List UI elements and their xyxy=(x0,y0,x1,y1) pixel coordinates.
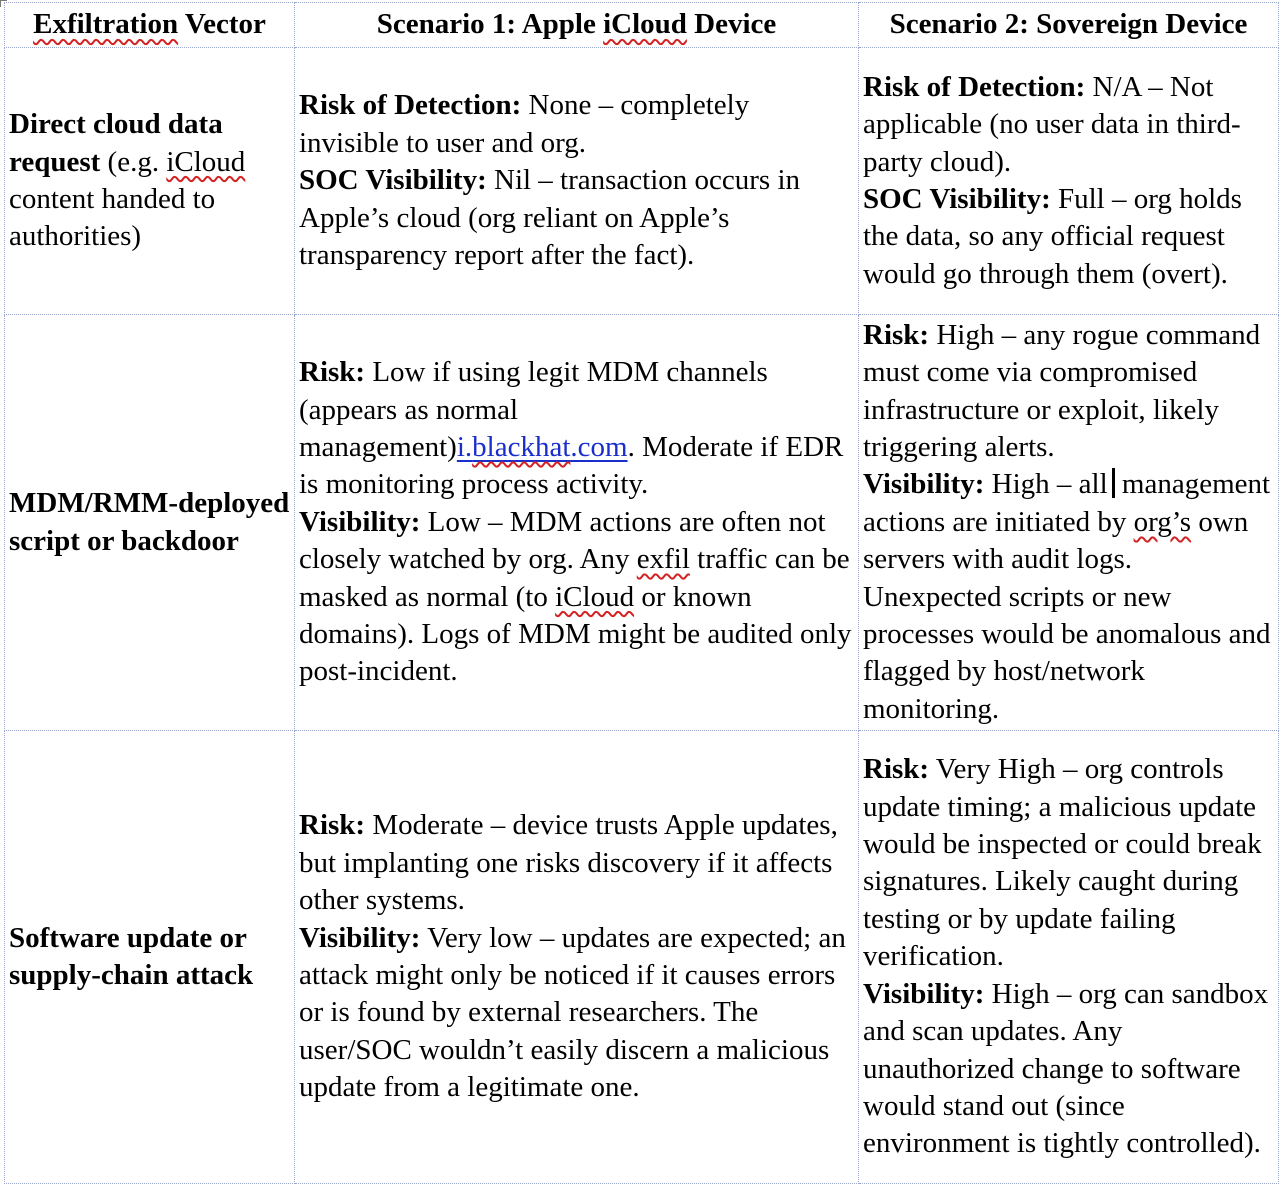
spellcheck-word: exfil xyxy=(636,543,690,576)
spellcheck-word: iCloud xyxy=(555,580,635,613)
link-part: .com xyxy=(570,430,628,463)
risk-label: Risk of Detection: xyxy=(863,70,1086,103)
scenario-1-cell xyxy=(295,315,859,731)
header-text: Scenario 1: Apple xyxy=(376,8,604,41)
vector-note: content handed to authorities) xyxy=(9,183,216,253)
table-header-row xyxy=(5,3,1279,48)
visibility-text: Low – MDM actions are often not closely watched by org. Any xyxy=(299,505,826,576)
table-row xyxy=(5,731,1279,1184)
link-part: i. xyxy=(456,430,473,463)
risk-label: Risk: xyxy=(863,318,930,351)
risk-text: Moderate – device trusts Apple updates, but implanting one risks discovery if it affects other systems. xyxy=(299,809,838,917)
vector-name: Direct cloud data request xyxy=(9,108,223,178)
vector-cell xyxy=(5,48,295,315)
risk-label: Risk of Detection: xyxy=(299,89,522,122)
visibility-text: own servers with audit logs. Unexpected scripts or new processes would be anomalous and flagged by host/network monitoring. xyxy=(863,505,1271,725)
risk-label: Risk: xyxy=(299,809,366,842)
risk-label: Risk: xyxy=(863,753,930,786)
visibility-text: Nil – transaction occurs in Apple’s cloud (org reliant on Apple’s transparency report after the fact). xyxy=(299,164,801,272)
vector-name: Software update or supply-chain attack xyxy=(9,921,254,991)
visibility-text: or known domains). Logs of MDM might be audited only post-incident. xyxy=(299,580,852,688)
visibility-label: Visibility: xyxy=(299,921,421,954)
table-row xyxy=(5,48,1279,315)
visibility-text: High – all xyxy=(984,468,1108,501)
scenario-2-cell xyxy=(859,48,1279,315)
scenario-2-cell xyxy=(859,315,1279,731)
header-exfiltration-vector xyxy=(5,3,295,48)
risk-text: Low if using legit MDM channels (appears as normal management) xyxy=(299,356,768,463)
header-scenario-1 xyxy=(295,3,859,48)
exfiltration-comparison-table xyxy=(4,2,1279,1184)
risk-text: . Moderate if EDR is monitoring process activity. xyxy=(299,430,844,501)
vector-note: (e.g. xyxy=(100,145,167,178)
visibility-text: traffic can be masked as normal (to xyxy=(299,543,850,613)
risk-label: Risk: xyxy=(299,356,366,389)
vector-cell xyxy=(5,731,295,1184)
visibility-text: management actions are initiated by xyxy=(863,468,1271,538)
visibility-label: Visibility: xyxy=(863,468,985,501)
visibility-label: SOC Visibility: xyxy=(863,183,1051,215)
spellcheck-word: blackhat xyxy=(472,430,571,463)
spellcheck-word: iCloud xyxy=(603,8,687,41)
spellcheck-word: Exfiltration xyxy=(33,8,179,41)
risk-text: None – completely invisible to user and org. xyxy=(299,89,750,159)
risk-text: N/A – Not applicable (no user data in third-party cloud). xyxy=(863,70,1241,178)
scenario-2-cell xyxy=(859,731,1279,1184)
visibility-label: Visibility: xyxy=(863,977,985,1010)
visibility-text: Very low – updates are expected; an attack might only be noticed if it causes errors or is found by external researchers. The user/SOC wouldn’t easily discern a malicious update from a legitimate one. xyxy=(299,921,846,1104)
risk-text: Very High – org controls update timing; a malicious update would be inspected or could break signatures. Likely caught during testing or by update failing verification. xyxy=(863,753,1262,973)
vector-cell xyxy=(5,315,295,731)
scenario-1-cell xyxy=(295,48,859,315)
scenario-1-cell xyxy=(295,731,859,1184)
visibility-text: High – org can sandbox and scan updates. Any unauthorized change to software would stand out (since environment is tightly controlled). xyxy=(863,977,1269,1160)
header-text: Vector xyxy=(178,8,266,41)
spellcheck-word: iCloud xyxy=(166,145,246,178)
visibility-label: Visibility: xyxy=(299,505,421,538)
blackhat-link[interactable] xyxy=(457,431,628,463)
risk-text: High – any rogue command must come via compromised infrastructure or exploit, likely triggering alerts. xyxy=(863,318,1261,463)
visibility-label: SOC Visibility: xyxy=(299,164,487,197)
table-row xyxy=(5,315,1279,731)
vector-name: MDM/RMM-deployed script or backdoor xyxy=(9,487,290,557)
visibility-text: Full – org holds the data, so any official request would go through them (overt). xyxy=(863,183,1242,290)
header-text: Device xyxy=(686,8,777,41)
spellcheck-word: org’s xyxy=(1133,505,1192,538)
header-scenario-2: Scenario 2: Sovereign Device xyxy=(859,3,1279,48)
